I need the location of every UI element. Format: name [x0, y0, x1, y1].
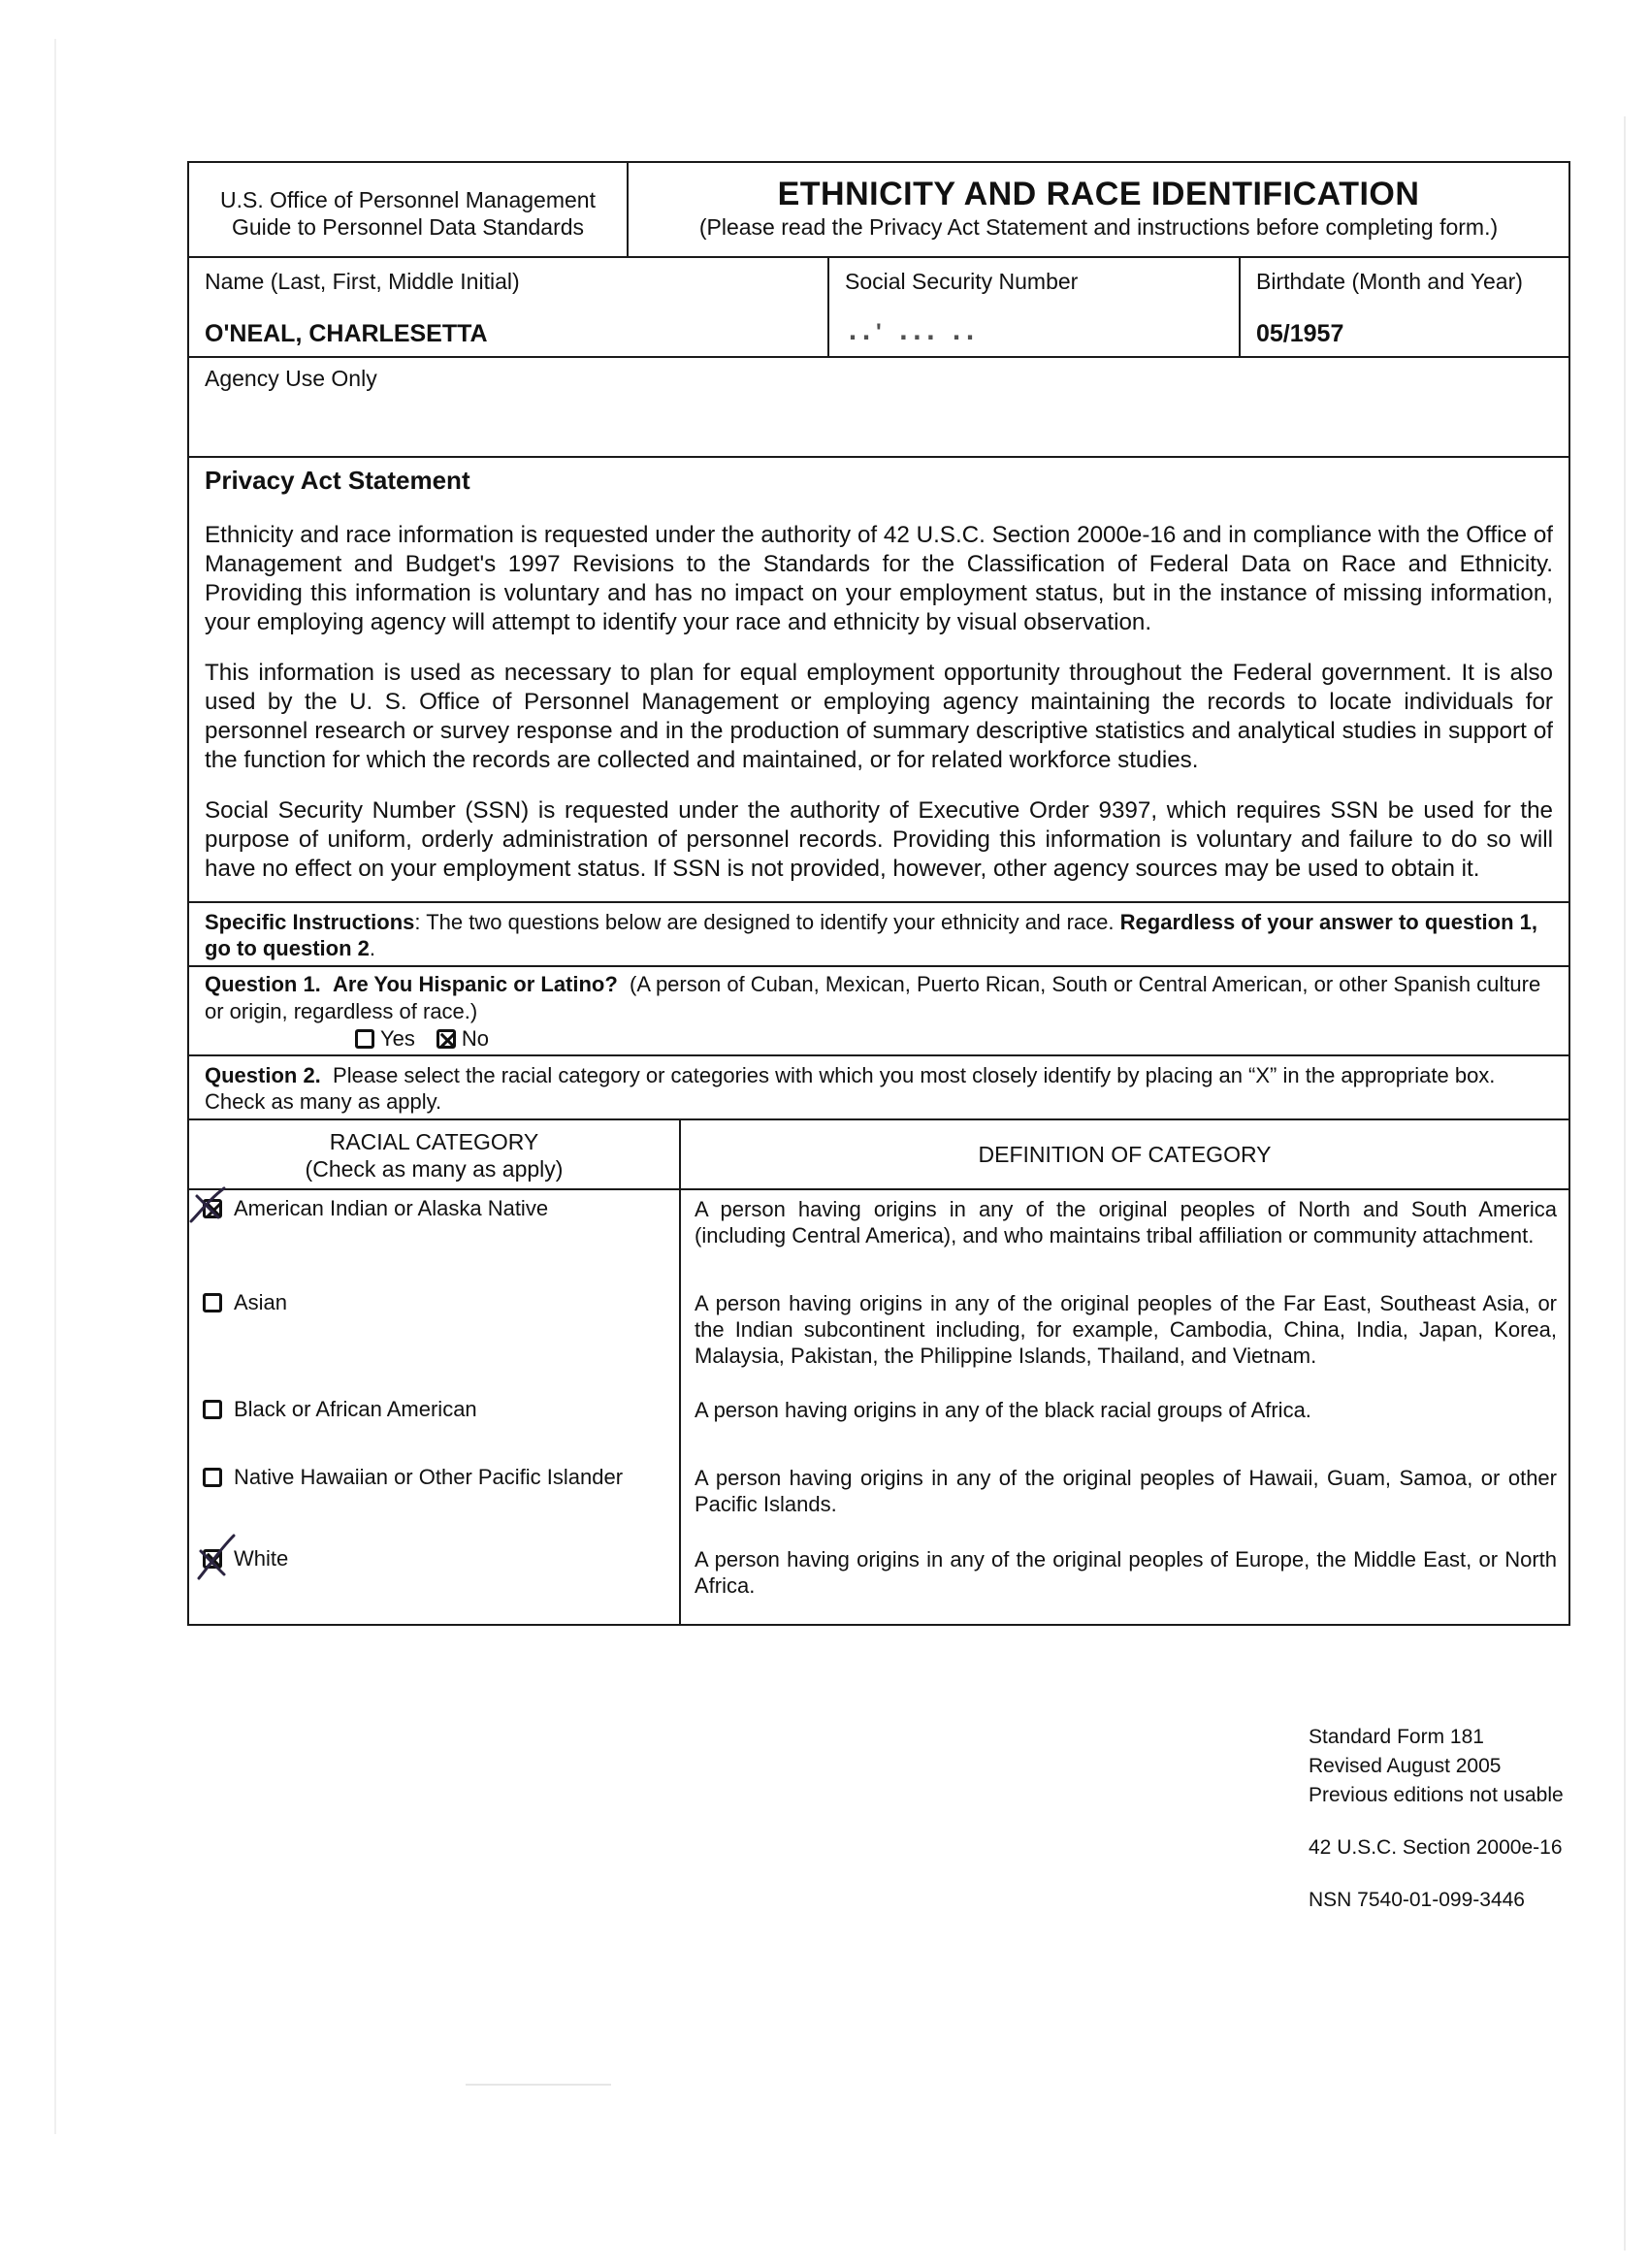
race-label: Native Hawaiian or Other Pacific Islander [234, 1465, 624, 1489]
birthdate-field[interactable] [1241, 258, 1568, 356]
form-sf181 [187, 161, 1570, 1626]
race-option-asian[interactable] [203, 1290, 287, 1315]
scan-edge [1624, 116, 1626, 2251]
form-header [189, 163, 1568, 258]
question1-text: (A person of Cuban, Mexican, Puerto Rican, South or Central American, or other Spanish culture or origin, regardless of race.) [205, 972, 1541, 1023]
privacy-statement [189, 458, 1568, 901]
form-footer [1309, 1723, 1564, 1915]
race-option-black[interactable] [203, 1397, 477, 1422]
hispanic-no-checkbox[interactable] [436, 1029, 456, 1049]
form-number: Standard Form 181 [1309, 1726, 1484, 1748]
race-table-header [189, 1120, 1568, 1190]
form-title: ETHNICITY AND RACE IDENTIFICATION [777, 176, 1420, 212]
birthdate-value: 05/1957 [1256, 320, 1344, 347]
race-option-american-indian[interactable] [203, 1196, 548, 1221]
name-field[interactable] [189, 258, 829, 356]
ssn-value-redacted: ․․' ․․․ ․․ [849, 319, 980, 345]
form-subtitle: (Please read the Privacy Act Statement and instructions before completing form.) [698, 214, 1499, 240]
question2 [189, 1056, 1568, 1118]
hispanic-yes-option[interactable] [355, 1025, 415, 1053]
hispanic-yes-checkbox[interactable] [355, 1029, 374, 1049]
race-label: White [234, 1546, 289, 1571]
category-header-line: (Check as many as apply) [305, 1156, 564, 1182]
race-definition: A person having origins in any of the original peoples of North and South America (including Central America), and who maintains tribal affiliation or community attachment. [695, 1197, 1557, 1247]
form-authority: 42 U.S.C. Section 2000e-16 [1309, 1836, 1563, 1859]
no-label: No [461, 1026, 490, 1051]
question1-row [189, 967, 1568, 1056]
race-label: Asian [234, 1290, 288, 1314]
agency-use-label: Agency Use Only [205, 366, 377, 391]
yes-label: Yes [380, 1026, 415, 1051]
question2-text: Please select the racial category or categories with which you most closely identify by placing an “X” in the appropriate box. Check as many as apply. [205, 1063, 1496, 1114]
race-definition: A person having origins in any of the original peoples of Hawaii, Guam, Samoa, or other Pacific Islands. [695, 1466, 1557, 1516]
privacy-paragraph: Ethnicity and race information is requested under the authority of 42 U.S.C. Section 2000e-16 and in compliance with the Office of Management and Budget's 1997 Revisions to the Standards for the Classification of Federal Data on Race and Ethnicity. Providing this information is voluntary and has no impact on your employment status, but in the instance of missing information, your employing agency will attempt to identify your race and ethnicity by visual observation. [205, 522, 1553, 635]
question1-choices [205, 1025, 1553, 1053]
ssn-label: Social Security Number [845, 269, 1079, 294]
definition-column-header: DEFINITION OF CATEGORY [978, 1142, 1272, 1167]
native-hawaiian-checkbox[interactable] [203, 1468, 222, 1487]
birthdate-label: Birthdate (Month and Year) [1256, 269, 1523, 294]
race-definition: A person having origins in any of the original peoples of the Far East, Southeast Asia, or the Indian subcontinent including, for example, Cambodia, China, India, Japan, Korea, Malaysia, Pakistan, the Philippine Islands, Thailand, and Vietnam. [695, 1291, 1557, 1368]
instructions-row [189, 903, 1568, 967]
category-column [189, 1190, 681, 1624]
specific-instructions [189, 903, 1568, 965]
race-definition: A person having origins in any of the original peoples of Europe, the Middle East, or North Africa. [695, 1547, 1557, 1598]
hispanic-no-option[interactable] [436, 1025, 489, 1053]
form-nsn: NSN 7540-01-099-3446 [1309, 1889, 1525, 1911]
instructions-bold: Regardless of your answer to question 1, go to question 2 [205, 910, 1537, 960]
privacy-paragraph: Social Security Number (SSN) is requested under the authority of Executive Order 9397, which requires SSN be used for the purpose of uniform, orderly administration of personnel records. Providing this information is voluntary and failure to do so will have no effect on your employment status. If SSN is not provided, however, other agency sources may be used to obtain it. [205, 797, 1553, 882]
title-block [629, 163, 1568, 256]
question1-label: Question 1. [205, 972, 321, 996]
scan-artifact [466, 2084, 611, 2086]
privacy-heading: Privacy Act Statement [205, 466, 470, 495]
agency-line: U.S. Office of Personnel Management [220, 187, 596, 212]
ssn-field[interactable] [829, 258, 1241, 356]
race-table-body [189, 1190, 1568, 1624]
black-checkbox[interactable] [203, 1400, 222, 1419]
category-column-header [189, 1120, 681, 1188]
privacy-paragraph: This information is used as necessary to plan for equal employment opportunity throughout the Federal government. It is also used by the U. S. Office of Personnel Management or employing agency maintaining the records to locate individuals for personnel research or survey response and in the production of summary descriptive statistics and analytical studies in support of the function for which the records are collected and maintained, or for related workforce studies. [205, 660, 1553, 773]
race-option-native-hawaiian[interactable] [203, 1465, 623, 1490]
question1-text-block [205, 971, 1553, 1025]
agency-line: Guide to Personnel Data Standards [231, 214, 585, 240]
handwritten-check-mark [189, 1186, 228, 1225]
question2-label: Question 2. [205, 1063, 321, 1087]
question2-row [189, 1056, 1568, 1120]
race-definition: A person having origins in any of the black racial groups of Africa. [695, 1398, 1311, 1422]
question1-question: Are You Hispanic or Latino? [333, 972, 618, 996]
agency-block [189, 163, 629, 256]
race-label: Black or African American [234, 1397, 477, 1421]
handwritten-check-mark [195, 1534, 238, 1582]
instructions-text: : The two questions below are designed to identify your ethnicity and race. [414, 910, 1120, 934]
form-editions-note: Previous editions not usable [1309, 1784, 1564, 1806]
race-label: American Indian or Alaska Native [234, 1196, 549, 1220]
instructions-label: Specific Instructions [205, 910, 415, 934]
name-label: Name (Last, First, Middle Initial) [205, 269, 520, 294]
category-header-line: RACIAL CATEGORY [329, 1129, 539, 1154]
instructions-end: . [369, 936, 376, 960]
form-revision: Revised August 2005 [1309, 1755, 1502, 1777]
question1 [189, 967, 1568, 1054]
agency-use-row [189, 358, 1568, 458]
privacy-row [189, 458, 1568, 903]
name-value: O'NEAL, CHARLESETTA [205, 320, 488, 347]
identity-row [189, 258, 1568, 358]
definition-column [681, 1190, 1568, 1624]
asian-checkbox[interactable] [203, 1293, 222, 1312]
scan-edge [54, 39, 56, 2134]
